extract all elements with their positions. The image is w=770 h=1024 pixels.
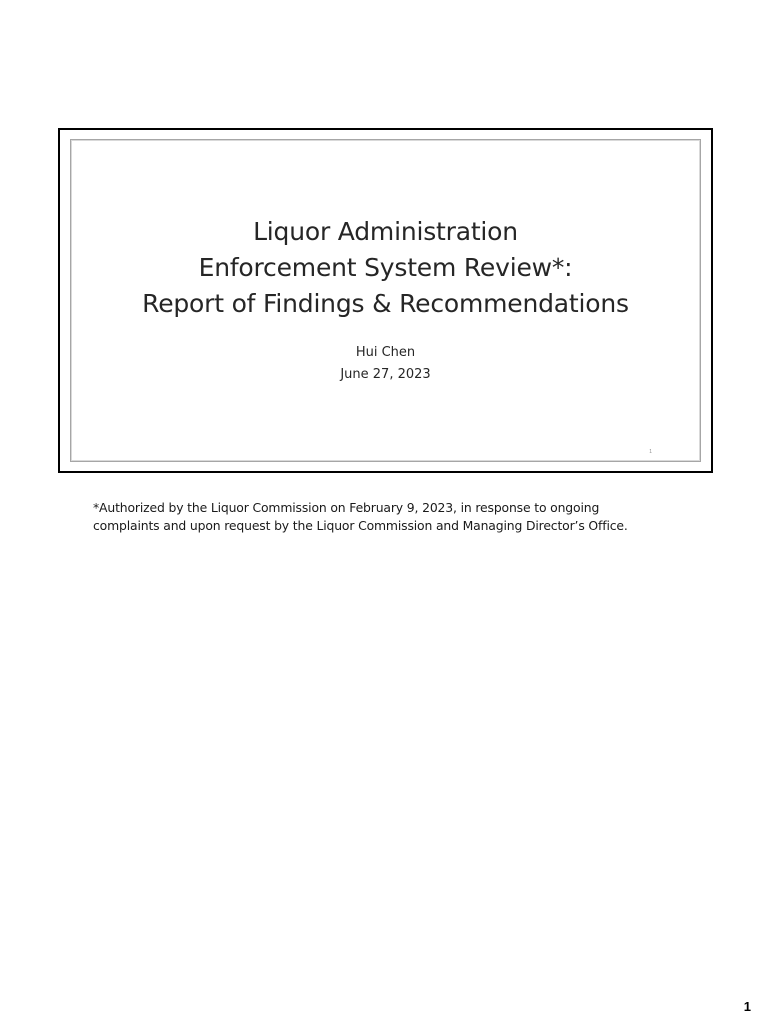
slide-inner-border <box>70 139 701 462</box>
slide-author: Hui Chen <box>355 345 416 360</box>
slide-thumbnail <box>58 128 713 473</box>
slide-title-line-3: Report of Findings & Recommendations <box>142 289 629 318</box>
page-number: 1 <box>743 999 751 1014</box>
footnote-line-2: complaints and upon request by the Liquor Commission and Managing Director’s Office. <box>93 518 628 533</box>
slide-title <box>71 214 700 322</box>
slide-title-line-1: Liquor Administration <box>253 217 518 246</box>
footnote-line-1: *Authorized by the Liquor Commission on February 9, 2023, in response to ongoing <box>93 500 600 515</box>
footnote <box>93 499 713 535</box>
slide-number: 1 <box>649 449 652 455</box>
slide-title-line-2: Enforcement System Review*: <box>198 253 573 282</box>
slide-date: June 27, 2023 <box>340 367 431 382</box>
